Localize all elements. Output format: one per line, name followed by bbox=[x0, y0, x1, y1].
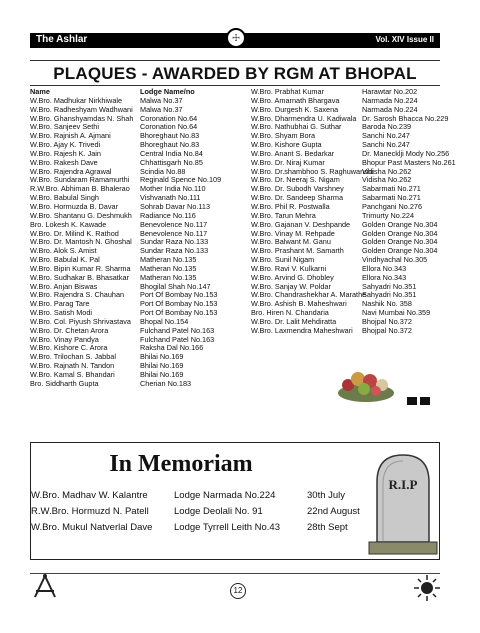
member-name: W.Bro. Shantanu G. Deshmukh bbox=[30, 210, 132, 220]
lodge-name: Sabarmati No.271 bbox=[362, 184, 421, 194]
member-name: W.Bro. Sanjeev Sethi bbox=[30, 122, 99, 132]
lodge-name: Ellora No.343 bbox=[362, 272, 407, 282]
lodge-name: Bhilai No.169 bbox=[140, 361, 184, 371]
tombstone-text: R.I.P bbox=[388, 477, 418, 492]
lodge-name: Golden Orange No.304 bbox=[362, 246, 438, 256]
lodge-name: Cherian No.183 bbox=[140, 378, 192, 388]
lodge-name: Bhojpal No.372 bbox=[362, 316, 412, 326]
member-name: Bro. Hiren N. Chandaria bbox=[251, 308, 329, 318]
member-name: W.Bro. Dharmendra U. Kadiwala bbox=[251, 113, 357, 123]
member-name: W.Bro. Prabhat Kumar bbox=[251, 87, 324, 96]
member-name: W.Bro. Sudhakar B. Bhasatkar bbox=[30, 272, 129, 282]
memoriam-name: W.Bro. Mukul Natverlal Dave bbox=[31, 522, 153, 533]
page-title: PLAQUES - AWARDED BY RGM AT BHOPAL bbox=[53, 64, 417, 83]
member-name: W.Bro. Dr. Chetan Arora bbox=[30, 325, 109, 335]
member-name: W.Bro. Dr.shambhoo S. Raghuwanshi bbox=[251, 166, 374, 176]
member-name: W.Bro. Amarnath Bhargava bbox=[251, 95, 340, 105]
issue-label: Vol. XIV Issue II bbox=[375, 35, 434, 44]
lodge-name: Coronation No.64 bbox=[140, 113, 198, 123]
tombstone-icon bbox=[367, 447, 439, 557]
member-name: R.W.Bro. Abhiman B. Bhalerao bbox=[30, 184, 130, 194]
lodge-name: Golden Orange No.304 bbox=[362, 219, 438, 229]
member-name: W.Bro. Dr. Milind K. Rathod bbox=[30, 228, 119, 238]
member-name: W.Bro. Vinay M. Rehpade bbox=[251, 228, 335, 238]
lodge-name: Fulchand Patel No.163 bbox=[140, 334, 215, 344]
lodge-name: Sabarmati No.271 bbox=[362, 193, 421, 203]
member-name: W.Bro. Dr. Neeraj S. Nigam bbox=[251, 175, 340, 185]
member-name: W.Bro. Trilochan S. Jabbal bbox=[30, 352, 116, 362]
names-column-left bbox=[30, 88, 140, 389]
member-name: W.Bro. Vinay Pandya bbox=[30, 334, 99, 344]
member-name: W.Bro. Anjan Biswas bbox=[30, 281, 98, 291]
lodge-name: Central India No.84 bbox=[140, 148, 203, 158]
member-name: W.Bro. Kishore C. Arora bbox=[30, 343, 108, 353]
member-name: W.Bro. Durgesh K. Saxena bbox=[251, 104, 339, 114]
memoriam-lodge: Lodge Deolali No. 91 bbox=[174, 506, 263, 517]
lodge-name: Navi Mumbai No.359 bbox=[362, 308, 431, 318]
lodge-name: Vishvanath No.111 bbox=[140, 193, 201, 203]
lodges-column-left bbox=[140, 88, 250, 389]
memoriam-name: W.Bro. Madhav W. Kalantre bbox=[31, 490, 148, 501]
lodge-name: Coronation No.64 bbox=[140, 122, 198, 132]
member-name: W.Bro. Rakesh Dave bbox=[30, 157, 98, 167]
page-number: 12 bbox=[230, 583, 246, 599]
lodge-name: Port Of Bombay No.153 bbox=[140, 290, 218, 300]
decorative-squares bbox=[407, 392, 433, 410]
member-name: W.Bro. Madhukar Nirkhiwale bbox=[30, 95, 123, 105]
lodge-name: Malwa No.37 bbox=[140, 95, 183, 105]
lodge-name: Benevolence No.117 bbox=[140, 219, 208, 229]
lodge-name: Panchgani No.276 bbox=[362, 201, 423, 211]
lodge-name: Bhopal No.154 bbox=[140, 316, 189, 326]
member-name: W.Bro. Gajanan V. Deshpande bbox=[251, 219, 351, 229]
member-name: W.Bro. Sanjay W. Poldar bbox=[251, 281, 331, 291]
lodge-name: Bhogilal Shah No.147 bbox=[140, 281, 211, 291]
member-name: W.Bro. Bipin Kumar R. Sharma bbox=[30, 263, 131, 273]
flowers-icon bbox=[336, 363, 396, 403]
memoriam-name: R.W.Bro. Hormuzd N. Patell bbox=[31, 506, 149, 517]
masonic-emblem-icon: ☩ bbox=[226, 28, 246, 48]
title-bottom-rule bbox=[30, 85, 440, 86]
lodge-name: Dr. Sarosh Bhacca No.229 bbox=[362, 113, 449, 123]
member-name: W.Bro. Rajendra S. Chauhan bbox=[30, 290, 125, 300]
lodge-name: Vidisha No.262 bbox=[362, 166, 412, 176]
lodge-header: Lodge Name/no bbox=[140, 87, 195, 96]
member-name: W.Bro. Dr. Lalit Mehdiratta bbox=[251, 316, 337, 326]
member-name: W.Bro. Laxmendra Maheshwari bbox=[251, 325, 353, 335]
member-name: W.Bro. Phil R. Postwalla bbox=[251, 201, 330, 211]
page-header bbox=[30, 33, 440, 48]
sun-emblem-icon bbox=[412, 573, 442, 603]
member-name: W.Bro. Dr. Niraj Kumar bbox=[251, 157, 325, 167]
member-name: W.Bro. Kamal S. Bhandari bbox=[30, 370, 115, 379]
lodge-name: Radiance No.116 bbox=[140, 210, 196, 220]
member-name: Bro. Siddharth Gupta bbox=[30, 378, 99, 388]
member-name: W.Bro. Rajendra Agrawal bbox=[30, 166, 112, 176]
lodge-name: Vidisha No.262 bbox=[362, 175, 412, 185]
lodge-name: Sahyadri No.351 bbox=[362, 290, 417, 300]
lodge-name: Ellora No.343 bbox=[362, 263, 407, 273]
member-name: W.Bro. Hormuzda B. Davar bbox=[30, 201, 118, 211]
member-name: W.Bro. Anant S. Bedarkar bbox=[251, 148, 335, 158]
member-name: W.Bro. Alok S. Amist bbox=[30, 246, 97, 256]
member-name: W.Bro. Ashish B. Maheshwari bbox=[251, 299, 347, 309]
lodge-name: Bhoreghaut No.83 bbox=[140, 131, 200, 141]
member-name: W.Bro. Ajay K. Trivedi bbox=[30, 140, 101, 150]
lodge-name: Narmada No.224 bbox=[362, 104, 418, 114]
lodge-name: Harawtar No.202 bbox=[362, 87, 418, 96]
member-name: W.Bro. Prashant M. Samarth bbox=[251, 246, 344, 256]
lodge-name: Nashik No. 358 bbox=[362, 299, 412, 309]
memoriam-lodge: Lodge Tyrrell Leith No.43 bbox=[174, 522, 280, 533]
lodge-name: Reginald Spence No.109 bbox=[140, 175, 222, 185]
lodge-name: Vindhyachal No.305 bbox=[362, 255, 428, 265]
lodge-name: Matheran No.135 bbox=[140, 255, 197, 265]
lodge-name: Bhojpal No.372 bbox=[362, 325, 412, 335]
member-name: W.Bro. Chandrashekhar A. Marathe bbox=[251, 290, 367, 300]
lodge-name: Sanchi No.247 bbox=[362, 140, 410, 150]
member-name: W.Bro. Parag Tare bbox=[30, 299, 90, 309]
names-column-right bbox=[251, 87, 374, 336]
member-name: W.Bro. Balwant M. Ganu bbox=[251, 237, 331, 247]
lodge-name: Mother India No.110 bbox=[140, 184, 206, 194]
lodge-name: Fulchand Patel No.163 bbox=[140, 325, 215, 335]
member-name: W.Bro. Babulal K. Pal bbox=[30, 255, 100, 265]
title-top-rule bbox=[30, 60, 440, 61]
in-memoriam-box bbox=[30, 442, 440, 560]
square-compass-icon bbox=[30, 573, 60, 603]
name-header: Name bbox=[30, 87, 50, 96]
member-name: Bro. Lokesh K. Kawade bbox=[30, 219, 107, 229]
lodge-name: Port Of Bombay No.153 bbox=[140, 308, 218, 318]
lodge-name: Sundar Raza No.133 bbox=[140, 237, 209, 247]
lodge-name: Matheran No.135 bbox=[140, 263, 197, 273]
lodge-name: Trimurty No.224 bbox=[362, 210, 415, 220]
member-name: W.Bro. Sunil Nigam bbox=[251, 255, 315, 265]
member-name: W.Bro. Ravi V. Kulkarni bbox=[251, 263, 327, 273]
member-name: W.Bro. Col. Piyush Shrivastava bbox=[30, 316, 131, 326]
member-name: W.Bro. Ghanshyamdas N. Shah bbox=[30, 113, 134, 123]
member-name: W.Bro. Babulal Singh bbox=[30, 193, 99, 203]
lodge-name: Malwa No.37 bbox=[140, 104, 183, 114]
footer-rule bbox=[30, 573, 440, 574]
lodge-name: Raksha Dal No.166 bbox=[140, 343, 204, 353]
lodge-name: Sahyadri No.351 bbox=[362, 281, 417, 291]
lodge-name: Baroda No.239 bbox=[362, 122, 412, 132]
lodge-name: Sanchi No.247 bbox=[362, 131, 410, 141]
lodge-name: Bhopur Past Masters No.261 bbox=[362, 157, 456, 167]
publication-name: The Ashlar bbox=[36, 34, 88, 45]
member-name: W.Bro. Rajnath N. Tandon bbox=[30, 361, 115, 371]
memoriam-title: In Memoriam bbox=[109, 451, 253, 477]
lodge-name: Golden Orange No.304 bbox=[362, 237, 438, 247]
memoriam-date: 22nd August bbox=[307, 506, 360, 517]
lodge-name: Matheran No.135 bbox=[140, 272, 197, 282]
lodge-name: Port Of Bombay No.153 bbox=[140, 299, 218, 309]
lodges-column-right bbox=[362, 87, 456, 336]
member-name: W.Bro. Nathubhai G. Suthar bbox=[251, 122, 342, 132]
lodge-name: Bhilai No.169 bbox=[140, 370, 184, 379]
member-name: W.Bro. Dr. Subodh Varshney bbox=[251, 184, 344, 194]
member-name: W.Bro. Shyam Bora bbox=[251, 131, 316, 141]
member-name: W.Bro. Rajesh K. Jain bbox=[30, 148, 101, 158]
memoriam-date: 28th Sept bbox=[307, 522, 348, 533]
memoriam-date: 30th July bbox=[307, 490, 346, 501]
member-name: W.Bro. Rajnish A. Ajmani bbox=[30, 131, 111, 141]
member-name: W.Bro. Kishore Gupta bbox=[251, 140, 322, 150]
lodge-name: Dr. Manecklji Mody No.256 bbox=[362, 148, 450, 158]
lodge-name: Sundar Raza No.133 bbox=[140, 246, 209, 256]
lodge-name: Chhattisgarh No.85 bbox=[140, 157, 203, 167]
lodge-name: Bhoreghaut No.83 bbox=[140, 140, 200, 150]
lodge-name: Golden Orange No.304 bbox=[362, 228, 438, 238]
member-name: W.Bro. Tarun Mehra bbox=[251, 210, 316, 220]
member-name: W.Bro. Sundaram Ramamurthi bbox=[30, 175, 130, 185]
member-name: W.Bro. Satish Modi bbox=[30, 308, 93, 318]
member-name: W.Bro. Dr. Mantosh N. Ghoshal bbox=[30, 237, 132, 247]
member-name: W.Bro. Arvind G. Dhobley bbox=[251, 272, 334, 282]
memoriam-lodge: Lodge Narmada No.224 bbox=[174, 490, 276, 501]
lodge-name: Bhilai No.169 bbox=[140, 352, 184, 362]
member-name: W.Bro. Radheshyam Wadhwani bbox=[30, 104, 133, 114]
lodge-name: Benevolence No.117 bbox=[140, 228, 208, 238]
member-name: W.Bro. Dr. Sandeep Sharma bbox=[251, 193, 344, 203]
lodge-name: Sohrab Davar No.113 bbox=[140, 201, 211, 211]
lodge-name: Scindia No.88 bbox=[140, 166, 186, 176]
lodge-name: Narmada No.224 bbox=[362, 95, 418, 105]
